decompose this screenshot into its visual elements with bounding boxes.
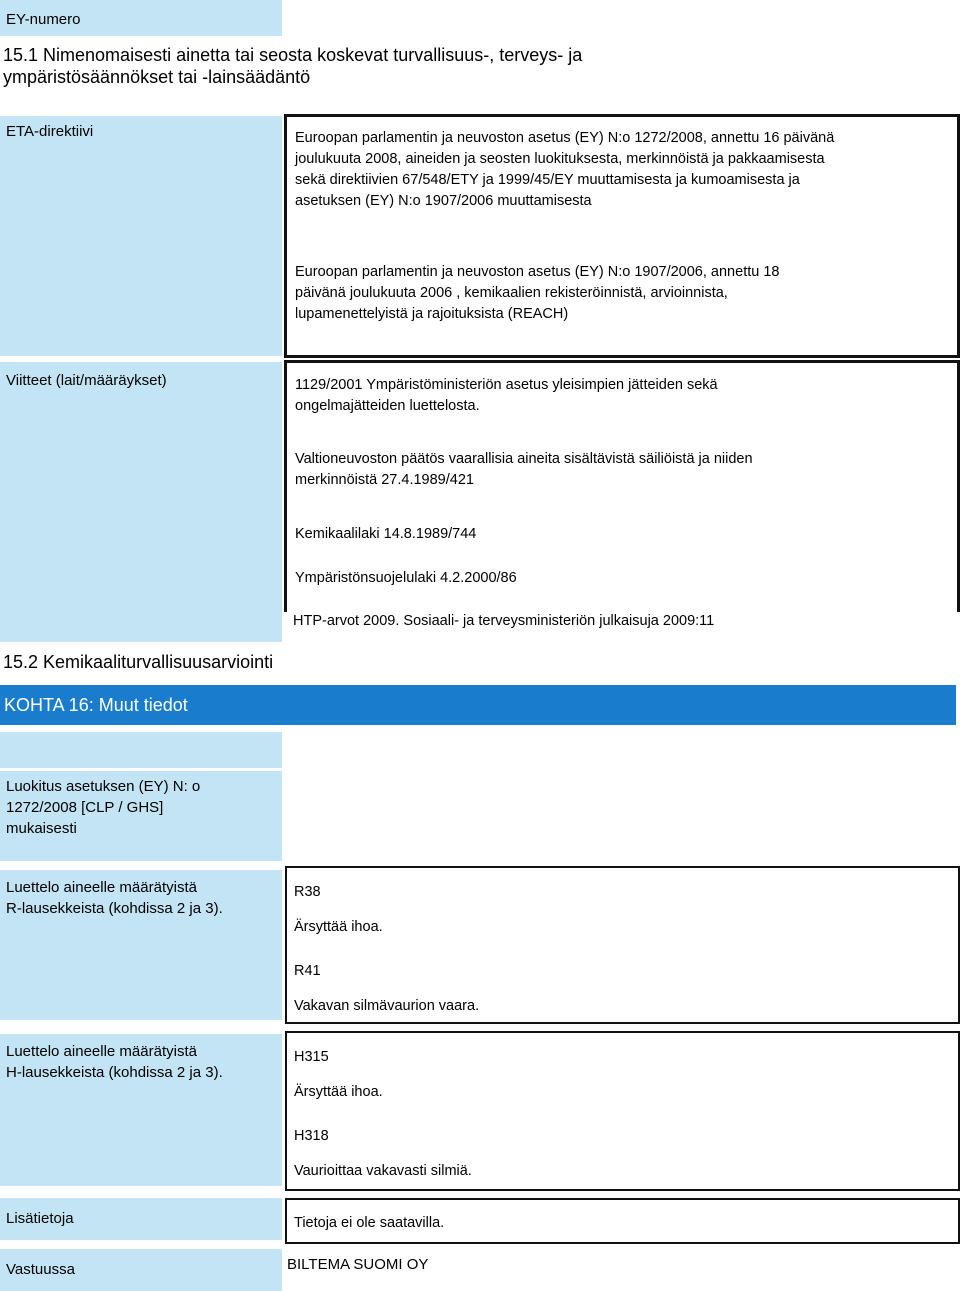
eta-paragraph-2 — [295, 262, 949, 325]
luokitus-label-line: 1272/2008 [CLP / GHS] — [6, 799, 164, 816]
kohta-16-banner: KOHTA 16: Muut tiedot — [0, 685, 956, 725]
r41-code: R41 — [294, 963, 321, 979]
lisatietoja-value: Tietoja ei ole saatavilla. — [285, 1198, 960, 1244]
h315-text: Ärsyttää ihoa. — [294, 1084, 383, 1100]
luokitus-label-line: mukaisesti — [6, 820, 77, 837]
r-phrases-label-line: Luettelo aineelle määrätyistä — [6, 879, 197, 896]
viitteet-ref-5: HTP-arvot 2009. Sosiaali- ja terveysministeriön julkaisuja 2009:11 — [293, 613, 715, 629]
eta-p1-line: asetuksen (EY) N:o 1907/2006 muuttamisesta — [295, 193, 592, 209]
r38-text: Ärsyttää ihoa. — [294, 919, 383, 935]
viitteet-ref-1-line: 1129/2001 Ympäristöministeriön asetus yleisimpien jätteiden sekä — [295, 377, 718, 393]
eta-content-box — [284, 114, 960, 358]
eta-p1-line: Euroopan parlamentin ja neuvoston asetus (EY) N:o 1272/2008, annettu 16 päivänä — [295, 130, 835, 146]
viitteet-ref-4: Ympäristönsuojelulaki 4.2.2000/86 — [295, 570, 517, 586]
r-phrases-label-line: R-lausekkeista (kohdissa 2 ja 3). — [6, 900, 223, 917]
vastuussa-label: Vastuussa — [0, 1249, 282, 1291]
h-phrases-label-line: H-lausekkeista (kohdissa 2 ja 3). — [6, 1064, 223, 1081]
r38-code: R38 — [294, 884, 321, 900]
h-phrases-label — [0, 1034, 282, 1186]
eta-p2-line: päivänä joulukuuta 2006 , kemikaalien rekisteröinnistä, arvioinnista, — [295, 285, 728, 301]
section-15-1-title — [3, 44, 953, 88]
h-phrases-box — [285, 1031, 960, 1191]
section-15-2-title: 15.2 Kemikaaliturvallisuusarviointi — [3, 652, 274, 672]
viitteet-ref-1 — [295, 375, 949, 417]
viitteet-label: Viitteet (lait/määräykset) — [0, 362, 282, 642]
r-phrases-box — [285, 866, 960, 1024]
viitteet-ref-3: Kemikaalilaki 14.8.1989/744 — [295, 526, 477, 542]
h315-code: H315 — [294, 1049, 329, 1065]
viitteet-ref-1-line: ongelmajätteiden luettelosta. — [295, 398, 480, 414]
vastuussa-value: BILTEMA SUOMI OY — [287, 1256, 429, 1273]
h-phrases-label-line: Luettelo aineelle määrätyistä — [6, 1043, 197, 1060]
luokitus-header-blank — [0, 732, 282, 768]
viitteet-content-box — [284, 360, 960, 612]
r-phrases-label — [0, 870, 282, 1020]
eta-p1-line: joulukuuta 2008, aineiden ja seosten luokituksesta, merkinnöistä ja pakkaamisesta — [295, 151, 825, 167]
eta-label: ETA-direktiivi — [0, 116, 282, 356]
eta-p2-line: Euroopan parlamentin ja neuvoston asetus (EY) N:o 1907/2006, annettu 18 — [295, 264, 780, 280]
viitteet-ref-2 — [295, 449, 949, 491]
r41-text: Vakavan silmävaurion vaara. — [294, 998, 480, 1014]
luokitus-label — [0, 771, 282, 861]
section-15-1-title-line1: 15.1 Nimenomaisesti ainetta tai seosta koskevat turvallisuus-, terveys- ja — [3, 45, 583, 65]
viitteet-ref-2-line: Valtioneuvoston päätös vaarallisia aineita sisältävistä säiliöistä ja niiden — [295, 451, 753, 467]
ey-numero-label: EY-numero — [0, 0, 282, 36]
eta-p1-line: sekä direktiivien 67/548/ETY ja 1999/45/EY muuttamisesta ja kumoamisesta ja — [295, 172, 800, 188]
viitteet-ref-2-line: merkinnöistä 27.4.1989/421 — [295, 472, 474, 488]
eta-p2-line: lupamenettelyistä ja rajoituksista (REACH) — [295, 306, 569, 322]
luokitus-label-line: Luokitus asetuksen (EY) N: o — [6, 778, 201, 795]
h318-text: Vaurioittaa vakavasti silmiä. — [294, 1163, 472, 1179]
lisatietoja-label: Lisätietoja — [0, 1198, 282, 1240]
eta-paragraph-1 — [295, 128, 949, 212]
h318-code: H318 — [294, 1128, 329, 1144]
section-15-1-title-line2: ympäristösäännökset tai -lainsäädäntö — [3, 67, 311, 87]
